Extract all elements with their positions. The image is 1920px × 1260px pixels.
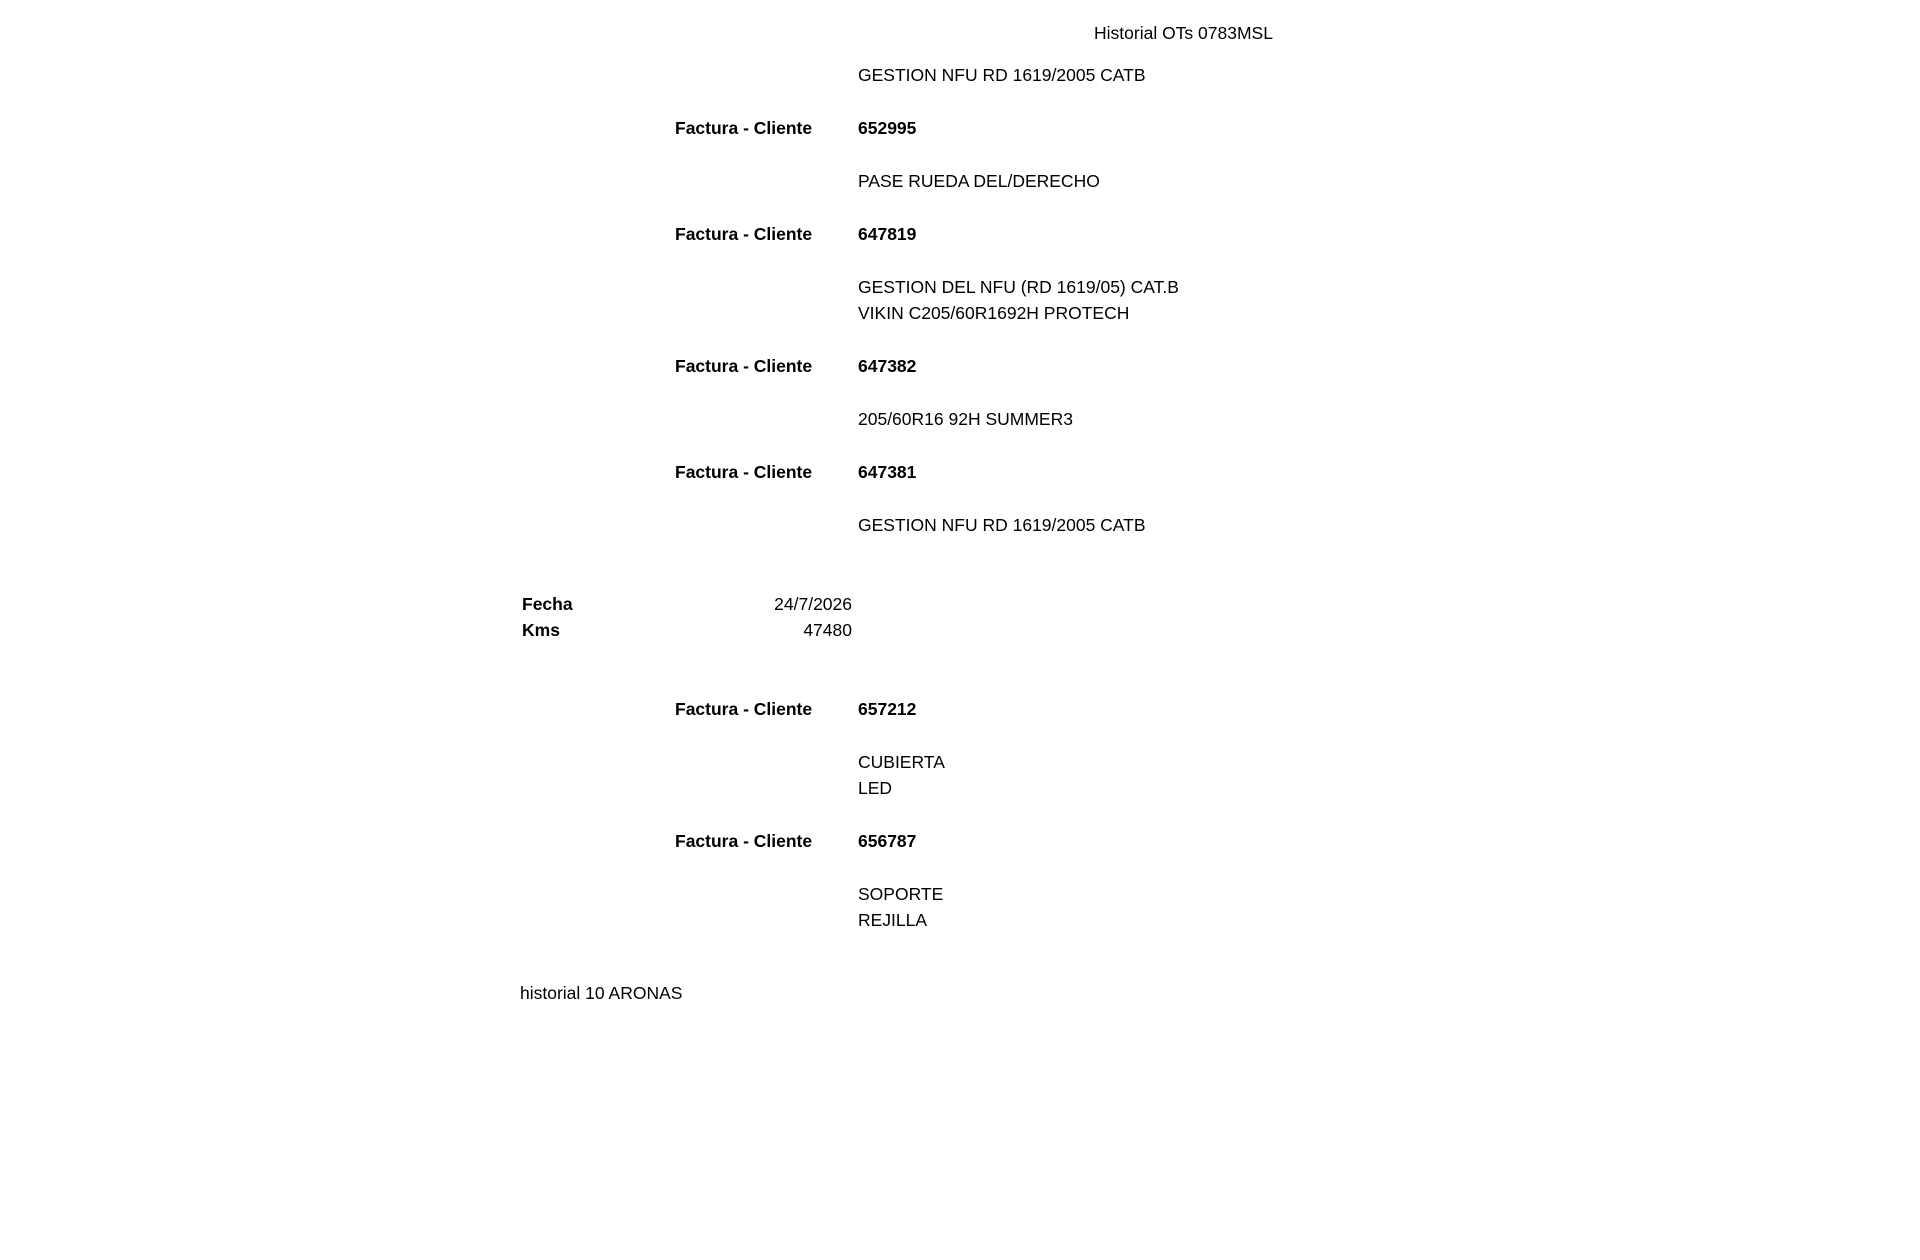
invoice-number: 652995 (858, 118, 917, 138)
line-item: 205/60R16 92H SUMMER3 (858, 409, 1073, 429)
kms-value: 47480 (803, 620, 852, 640)
line-item: GESTION NFU RD 1619/2005 CATB (858, 65, 1146, 85)
line-item: GESTION NFU RD 1619/2005 CATB (858, 515, 1146, 535)
page-footer: historial 10 ARONAS (520, 983, 683, 1003)
invoice-label: Factura - Cliente (675, 224, 813, 244)
invoice-number: 657212 (858, 699, 917, 719)
line-item: REJILLA (858, 910, 928, 930)
line-item: PASE RUEDA DEL/DERECHO (858, 171, 1100, 191)
invoice-number: 647382 (858, 356, 917, 376)
invoice-label: Factura - Cliente (675, 356, 813, 376)
invoice-number: 647819 (858, 224, 917, 244)
line-item: GESTION DEL NFU (RD 1619/05) CAT.B (858, 277, 1179, 297)
line-item: VIKIN C205/60R1692H PROTECH (858, 303, 1130, 323)
invoice-label: Factura - Cliente (675, 118, 813, 138)
fecha-value: 24/7/2026 (774, 594, 852, 614)
line-item: LED (858, 778, 893, 798)
invoice-number: 647381 (858, 462, 917, 482)
invoice-number: 656787 (858, 831, 917, 851)
line-item: CUBIERTA (858, 752, 945, 772)
invoice-label: Factura - Cliente (675, 831, 813, 851)
invoice-label: Factura - Cliente (675, 699, 813, 719)
page-title: Historial OTs 0783MSL (1094, 23, 1273, 43)
fecha-label: Fecha (522, 594, 573, 614)
line-item: SOPORTE (858, 884, 944, 904)
kms-label: Kms (522, 620, 560, 640)
invoice-label: Factura - Cliente (675, 462, 813, 482)
